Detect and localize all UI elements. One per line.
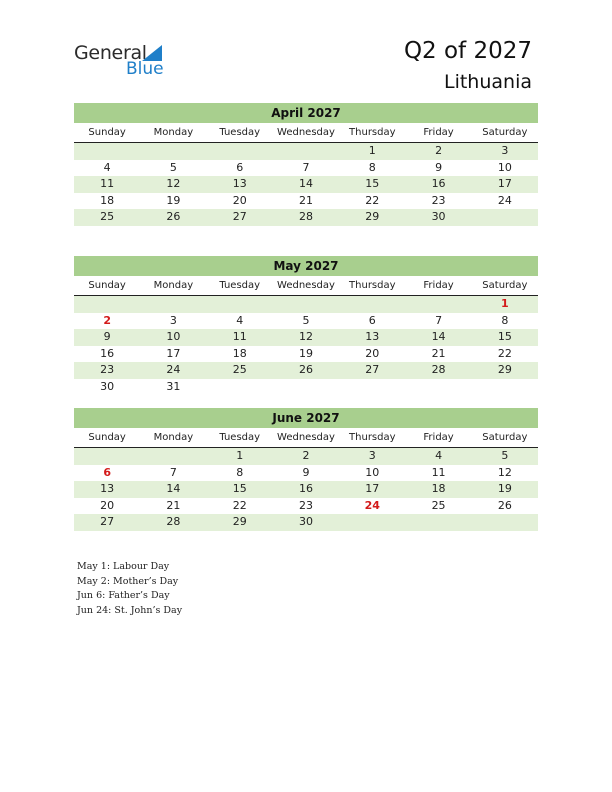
day-cell: 11 xyxy=(100,177,115,191)
day-cell: 29 xyxy=(365,210,380,224)
day-cell: 12 xyxy=(497,465,512,479)
day-cell: 31 xyxy=(166,379,181,393)
day-cell: 9 xyxy=(435,160,443,174)
day-cell xyxy=(472,209,538,226)
day-cell: 8 xyxy=(368,160,376,174)
day-cell: 17 xyxy=(365,482,380,496)
day-cell xyxy=(273,379,339,396)
day-cell: 12 xyxy=(298,330,313,344)
day-cell: 14 xyxy=(166,482,181,496)
day-cell: 29 xyxy=(232,515,247,529)
day-cell: 17 xyxy=(497,177,512,191)
day-cell: 4 xyxy=(103,160,111,174)
day-cell xyxy=(472,514,538,531)
week-row xyxy=(74,313,538,330)
weekday-label: Tuesday xyxy=(219,432,261,443)
weekday-label: Saturday xyxy=(482,127,528,138)
day-cell: 22 xyxy=(232,498,247,512)
week-row xyxy=(74,514,538,531)
month-title: June 2027 xyxy=(74,408,538,428)
country-name: Lithuania xyxy=(443,71,532,93)
day-cell: 23 xyxy=(100,363,115,377)
day-cell: 9 xyxy=(302,465,310,479)
day-cell: 16 xyxy=(298,482,313,496)
day-cell: 5 xyxy=(169,160,177,174)
weekday-label: Thursday xyxy=(349,280,396,291)
day-cell: 27 xyxy=(365,363,380,377)
day-cell xyxy=(140,143,206,160)
day-cell: 17 xyxy=(166,346,181,360)
day-cell xyxy=(140,448,206,465)
day-cell xyxy=(74,448,140,465)
day-cell: 1 xyxy=(236,449,244,462)
day-cell: 23 xyxy=(298,498,313,512)
week-row xyxy=(74,448,538,465)
day-cell: 16 xyxy=(431,177,446,191)
day-cell: 11 xyxy=(232,330,247,344)
day-cell: 14 xyxy=(431,330,446,344)
day-cell xyxy=(472,379,538,396)
day-cell: 20 xyxy=(232,193,247,207)
day-cell: 15 xyxy=(497,330,512,344)
day-cell: 26 xyxy=(497,498,512,512)
weekday-label: Tuesday xyxy=(219,127,261,138)
day-cell: 24 xyxy=(364,498,380,512)
day-cell: 21 xyxy=(298,193,313,207)
day-cell: 25 xyxy=(431,498,446,512)
day-cell: 1 xyxy=(368,144,376,157)
day-cell: 10 xyxy=(166,330,181,344)
month-calendar xyxy=(74,408,538,531)
week-row xyxy=(74,296,538,313)
day-cell: 19 xyxy=(497,482,512,496)
weekday-label: Thursday xyxy=(349,127,396,138)
day-cell: 3 xyxy=(169,313,177,327)
day-cell xyxy=(207,296,273,313)
day-cell: 20 xyxy=(100,498,115,512)
generalblue-logo xyxy=(74,42,174,78)
day-cell: 6 xyxy=(236,160,244,174)
week-row xyxy=(74,362,538,379)
day-cell: 29 xyxy=(497,363,512,377)
week-row xyxy=(74,329,538,346)
weekday-label: Sunday xyxy=(88,432,126,443)
weekday-label: Friday xyxy=(423,127,454,138)
weekday-label: Sunday xyxy=(88,127,126,138)
day-cell: 13 xyxy=(100,482,115,496)
day-cell xyxy=(339,296,405,313)
weekday-label: Sunday xyxy=(88,280,126,291)
week-row xyxy=(74,193,538,210)
day-cell: 20 xyxy=(365,346,380,360)
day-cell: 10 xyxy=(497,160,512,174)
day-cell: 4 xyxy=(236,313,244,327)
day-cell: 27 xyxy=(232,210,247,224)
day-cell: 15 xyxy=(232,482,247,496)
holiday-entry: May 1: Labour Day xyxy=(77,561,170,572)
day-cell: 15 xyxy=(365,177,380,191)
day-cell: 27 xyxy=(100,515,115,529)
day-cell: 2 xyxy=(435,144,443,157)
day-cell: 5 xyxy=(302,313,310,327)
day-cell: 7 xyxy=(302,160,310,174)
day-cell: 6 xyxy=(368,313,376,327)
day-cell: 30 xyxy=(431,210,446,224)
day-cell xyxy=(339,379,405,396)
holiday-entry: Jun 6: Father’s Day xyxy=(77,590,170,601)
day-cell: 23 xyxy=(431,193,446,207)
day-cell: 1 xyxy=(501,297,509,310)
holiday-entry: Jun 24: St. John’s Day xyxy=(77,604,183,616)
day-cell: 21 xyxy=(431,346,446,360)
day-cell xyxy=(405,296,471,313)
day-cell xyxy=(273,143,339,160)
day-cell: 13 xyxy=(365,330,380,344)
month-calendar xyxy=(74,256,538,396)
day-cell: 28 xyxy=(166,515,181,529)
weekday-label: Saturday xyxy=(482,280,528,291)
day-cell: 18 xyxy=(232,346,247,360)
week-row xyxy=(74,209,538,226)
day-cell: 24 xyxy=(166,363,181,377)
day-cell: 19 xyxy=(166,193,181,207)
day-cell xyxy=(405,514,471,531)
day-cell: 7 xyxy=(169,465,177,479)
page-title: Q2 of 2027 xyxy=(403,38,532,64)
weekday-label: Wednesday xyxy=(277,127,335,138)
day-cell: 26 xyxy=(166,210,181,224)
day-cell: 13 xyxy=(232,177,247,191)
weekday-label: Wednesday xyxy=(277,280,335,291)
month-calendar xyxy=(74,103,538,226)
day-cell: 3 xyxy=(368,449,376,462)
week-row xyxy=(74,498,538,515)
day-cell: 6 xyxy=(103,465,111,479)
logo-blue-text: Blue xyxy=(126,59,164,79)
day-cell xyxy=(207,143,273,160)
week-row xyxy=(74,143,538,160)
day-cell: 28 xyxy=(431,363,446,377)
day-cell: 18 xyxy=(100,193,115,207)
week-row xyxy=(74,160,538,177)
day-cell: 22 xyxy=(365,193,380,207)
day-cell: 21 xyxy=(166,498,181,512)
day-cell: 4 xyxy=(435,449,443,462)
day-cell: 26 xyxy=(298,363,313,377)
day-cell: 19 xyxy=(298,346,313,360)
day-cell xyxy=(339,514,405,531)
logo-general-text: General xyxy=(74,42,147,64)
day-cell: 2 xyxy=(302,449,310,462)
day-cell: 9 xyxy=(103,330,111,344)
day-cell: 2 xyxy=(103,313,111,327)
weekday-label: Friday xyxy=(423,432,454,443)
week-row xyxy=(74,465,538,482)
holiday-list xyxy=(77,560,182,618)
week-row xyxy=(74,379,538,396)
weekday-label: Saturday xyxy=(482,432,528,443)
week-row xyxy=(74,176,538,193)
holiday-entry: May 2: Mother’s Day xyxy=(77,575,179,587)
day-cell: 7 xyxy=(435,313,443,327)
day-cell xyxy=(207,379,273,396)
day-cell xyxy=(140,296,206,313)
weekday-label: Monday xyxy=(153,280,194,291)
day-cell: 28 xyxy=(298,210,313,224)
day-cell: 16 xyxy=(100,346,115,360)
day-cell: 30 xyxy=(100,379,115,393)
day-cell: 25 xyxy=(100,210,115,224)
weekday-label: Friday xyxy=(423,280,454,291)
day-cell: 8 xyxy=(501,313,509,327)
weekday-label: Thursday xyxy=(349,432,396,443)
day-cell: 10 xyxy=(365,465,380,479)
day-cell xyxy=(273,296,339,313)
weekday-header-row xyxy=(74,428,538,448)
weekday-header-row xyxy=(74,123,538,143)
day-cell xyxy=(405,379,471,396)
day-cell: 22 xyxy=(497,346,512,360)
weekday-label: Monday xyxy=(153,127,194,138)
day-cell xyxy=(74,296,140,313)
day-cell: 14 xyxy=(298,177,313,191)
weekday-label: Tuesday xyxy=(219,280,261,291)
day-cell: 25 xyxy=(232,363,247,377)
week-row xyxy=(74,481,538,498)
weekday-label: Monday xyxy=(153,432,194,443)
day-cell xyxy=(74,143,140,160)
day-cell: 3 xyxy=(501,144,509,157)
month-title: May 2027 xyxy=(74,256,538,276)
month-title: April 2027 xyxy=(74,103,538,123)
week-row xyxy=(74,346,538,363)
day-cell: 24 xyxy=(497,193,512,207)
day-cell: 8 xyxy=(236,465,244,479)
weekday-label: Wednesday xyxy=(277,432,335,443)
weekday-header-row xyxy=(74,276,538,296)
day-cell: 18 xyxy=(431,482,446,496)
day-cell: 5 xyxy=(501,449,509,462)
day-cell: 12 xyxy=(166,177,181,191)
day-cell: 11 xyxy=(431,465,446,479)
day-cell: 30 xyxy=(298,515,313,529)
